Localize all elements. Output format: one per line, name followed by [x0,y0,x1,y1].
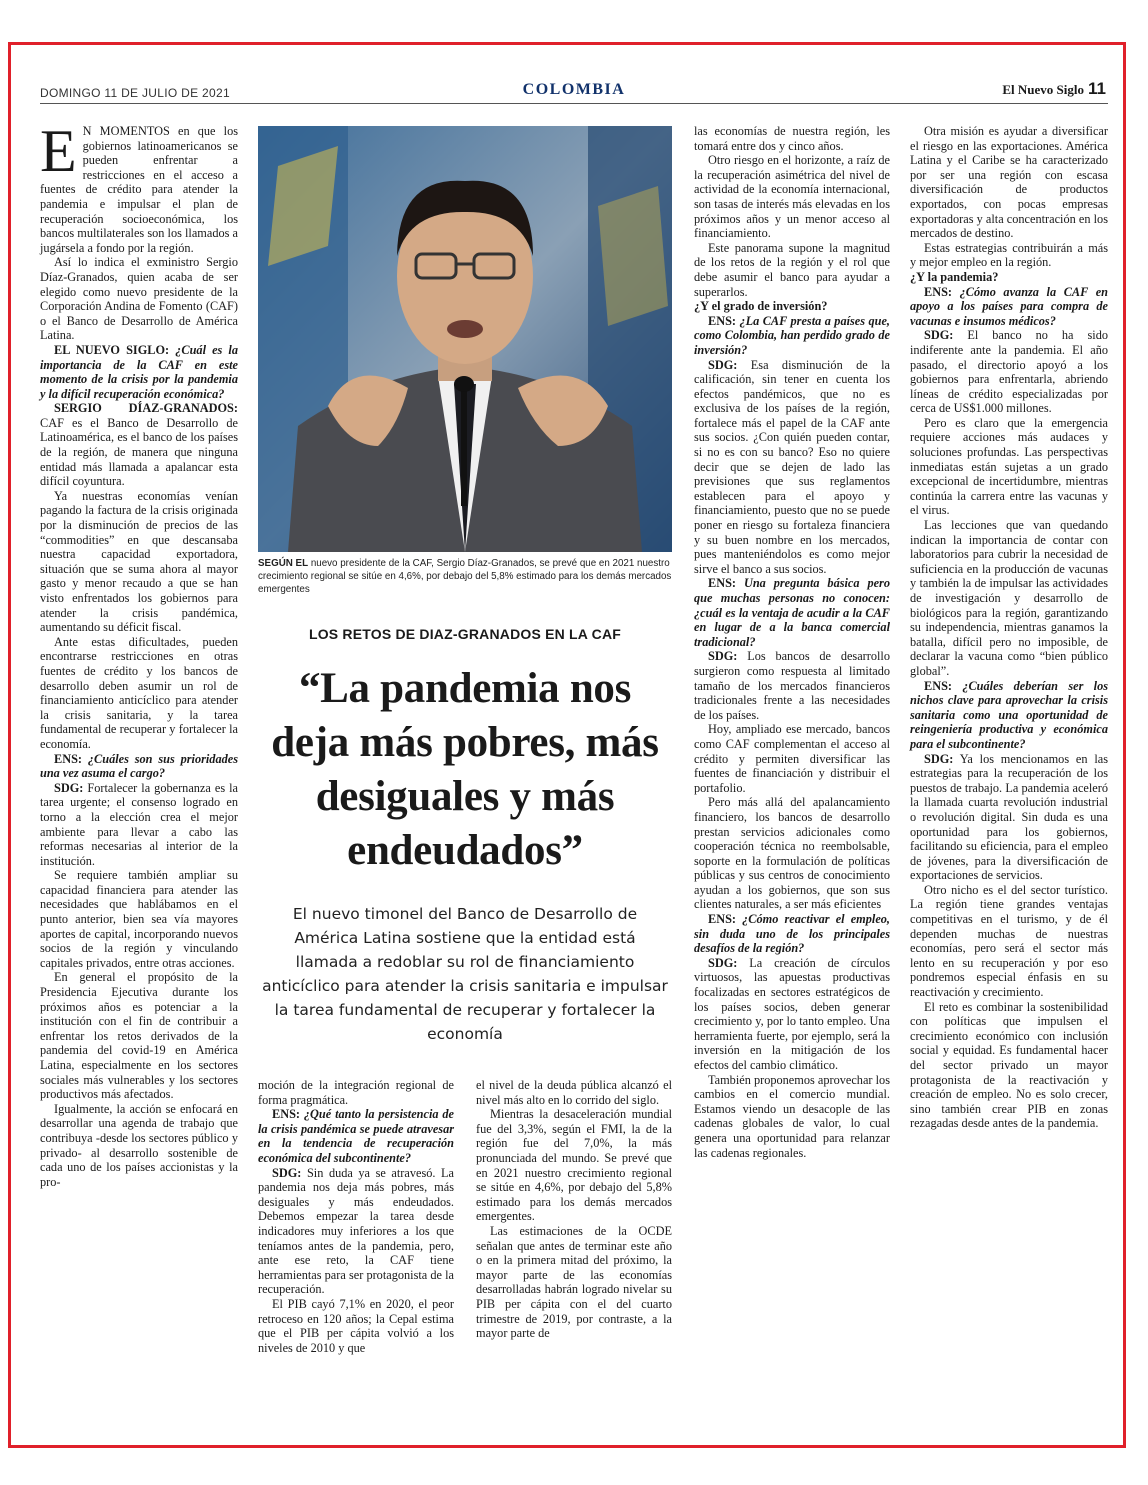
paragraph: El reto es combinar la sostenibilidad con políticas que impulsen el crecimiento económico con inclusión social y equidad. Es fundamental hacer del sector privado un mayor protagonista de la reactivación y creación de empleo. No es solo crecer, sino también crear PIB en zonas rezagadas desde antes de la pandemia. [910,999,1108,1131]
article-column-5 [910,124,1108,1131]
answer: SDG: Esa disminución de la calificación, sin tener en cuenta los efectos pandémicos, que no es exclusiva de los países de la región, fortalece más el papel de la CAF ante sus socios. ¿Con quién pueden contar, si no es con su banco? Eso no quiere decir que se dejen de lado las previsiones que sus reglamentos establecen para el apoyo y financiamiento, puesto que no se puede poner en riesgo su fortaleza financiera y su buen nombre en los mercados, pues manteniéndolos es como mejor sirve el banco a sus socios. [694,357,890,576]
section-name: COLOMBIA [522,81,626,98]
question: ENS: ¿Cuáles son sus prioridades una vez asuma el cargo? [40,751,238,781]
article-column-3 [476,1078,672,1341]
drop-cap: E [40,118,77,184]
paragraph: Igualmente, la acción se enfocará en desarrollar una agenda de trabajo que contribuya -desde los sectores público y privado- al desarrollo sostenible de cada uno de los países accionistas y la pro- [40,1101,238,1189]
paragraph: el nivel de la deuda pública alcanzó el nivel más alto en lo corrido del siglo. [476,1078,672,1107]
paragraph: Ante estas dificultades, pueden encontrarse restricciones en otras fuentes de crédito y los bancos de desarrollo deben asumir un rol de financiamiento anticíclico para atender la crisis sanitaria, y la tarea fundamental de recuperar y fortalecer la economía. [40,634,238,751]
question: ENS: ¿La CAF presta a países que, como Colombia, han perdido grado de inversión? [694,313,891,357]
paragraph: Otro nicho es el del sector turístico. La región tiene grandes ventajas competitivas en el turismo, y de él dependen muchas de nuestras economías, pero será el sector más lento en su recuperación y por eso pondremos especial énfasis en su reactivación y crecimiento. [910,882,1108,1000]
question: ENS: ¿Cómo avanza la CAF en apoyo a los países para compra de vacunas e insumos médicos? [910,284,1108,328]
answer: SDG: La creación de círculos virtuosos, las apuestas productivas focalizadas en sectores estratégicos de los países socios, deben generar crecimiento y, por lo tanto empleo. Una herramienta fuerte, por ejemplo, será la inversión en la mitigación de los efectos del cambio climático. [694,955,890,1072]
portrait-photo [258,126,672,552]
answer: SDG: Fortalecer la gobernanza es la tarea urgente; el consenso logrado en torno a la elección crea el mejor ambiente para llevar a cabo las reformas necesarias al interior de la institución. [40,780,238,868]
article-column-1 [40,118,239,1189]
paragraph: Las estimaciones de la OCDE señalan que antes de terminar este año o en la primera mitad del próximo, la mayor parte de las economías desarrolladas habrán logrado nivelar su PIB per cápita con el del cuarto trimestre de 2019, por contraste, a la mayor parte de [476,1223,672,1341]
article-column-4 [694,124,890,1160]
paragraph: Ya nuestras economías venían pagando la factura de la crisis originada por la disminución de precios de las “commodities” en que descansaba nuestra capacidad exportadora, situación que se suma ahora al mayor gasto y menor recaudo a que se han visto enfrentados los gobiernos para atender la crisis pandémica, aumentando su déficit fiscal. [40,488,238,635]
paragraph: En general el propósito de la Presidencia Ejecutiva durante los próximos años es potenciar a la institución con el fin de contribuir a enfrentar los retos derivados de la pandemia del covid-19 en América Latina, especialmente en los sectores sociales más vulnerables y los sectores productivos más afectados. [40,970,238,1102]
answer: SDG: Ya los mencionamos en las estrategias para la recuperación de los puestos de trabajo. La pandemia aceleró la llamada cuarta revolución industrial o revolución digital. Sin duda es una oportunidad para los gobiernos, facilitando su eficiencia, para el empleo de jóvenes, para la diversificación de exportaciones de servicios. [910,751,1108,883]
paragraph: las economías de nuestra región, les tomará entre dos y cinco años. [694,124,890,153]
paragraph: El PIB cayó 7,1% en 2020, el peor retroceso en 120 años; la Cepal estima que el PIB per cápita volvió a los niveles de 2010 y que [258,1296,454,1355]
paragraph: Otra misión es ayudar a diversificar el riesgo en las exportaciones. América Latina y el Caribe se ha caracterizado por ser una región con escasa diversificación de productos exportados, con pocas empresas exportadoras y alta concentración en los mercados de destino. [910,124,1108,241]
paragraph: Mientras la desaceleración mundial fue del 3,3%, según el FMI, la de la región fue del 7,0%, la más pronunciada del mundo. Se prevé que en 2021 nuestro crecimiento regional se sitúe en 4,6%, por debajo del 5,8% estimado para los demás mercados emergentes. [476,1107,672,1224]
paragraph: Así lo indica el exministro Sergio Díaz-Granados, quien acaba de ser elegido como nuevo presidente de la Corporación Andina de Fomento (CAF) o el Banco de Desarrollo de América Latina. [40,255,238,343]
page-number: 11 [1088,79,1106,98]
question: ENS: ¿Cuáles deberían ser los nichos clave para aprovechar la crisis sanitaria como una oportunidad de reingeniería productiva y económica para el subcontinente? [910,678,1108,751]
article-column-2 [258,1078,454,1355]
paragraph: moción de la integración regional de forma pragmática. [258,1078,454,1107]
question: ENS: ¿Cómo reactivar el empleo, sin duda uno de los principales desafíos de la región? [694,912,890,956]
subheading: ¿Y el grado de inversión? [694,299,828,314]
article-deck: El nuevo timonel del Banco de Desarrollo de América Latina sostiene que la entidad está llamada a redoblar su rol de financiamiento anticíclico para atender la crisis sanitaria e impulsar la tarea fundamental de recuperar y fortalecer la economía [262,905,668,1043]
paragraph: Otro riesgo en el horizonte, a raíz de la recuperación asimétrica del nivel de actividad de la economía internacional, son tasas de interés más elevadas en los próximos años y un menor acceso al financiamiento. [694,153,890,241]
paragraph: Se requiere también ampliar su capacidad financiera para atender las necesidades que hablábamos en el punto anterior, bien sea vía mayores aportes de capital, incorporando nuevos socios de la región y vinculando capitales privados, entre otras acciones. [40,868,238,970]
speaker-illustration [258,126,672,552]
article-headline: “La pandemia nos deja más pobres, más desiguales y más endeudados” [271,665,659,874]
issue-date: DOMINGO 11 DE JULIO DE 2021 [40,86,230,100]
photo-caption: SEGÚN EL nuevo presidente de la CAF, Sergio Díaz-Granados, se prevé que en 2021 nuestro crecimiento regional se sitúe en 4,6%, por debajo del 5,8% estimado para los demás mercados emergentes [258,558,672,595]
answer: SERGIO DÍAZ-GRANADOS: CAF es el Banco de Desarrollo de Latinoamérica, es el banco de los países de la región, de manera que ninguna entidad más llamada a apalancar esta difícil coyuntura. [40,401,238,489]
subheading: ¿Y la pandemia? [910,269,999,284]
question: ENS: Una pregunta básica pero que muchas personas no conocen: ¿cuál es la ventaja de acudir a la CAF en lugar de a la banca comercial tradicional? [694,576,890,649]
answer: SDG: Sin duda ya se atravesó. La pandemia nos deja más pobres, más desiguales y más endeudados. Debemos empezar la tarea desde indicadores muy inferiores a los que teníamos antes de la pandemia, pero, ante ese reto, la CAF tiene herramientas para ser protagonista de la recuperación. [258,1165,454,1297]
paragraph: También proponemos aprovechar los cambios en el comercio mundial. Estamos viendo un desacople de las cadenas globales de valor, lo cual genera una oportunidad para relanzar las cadenas regionales. [694,1072,890,1160]
question: EL NUEVO SIGLO: ¿Cuál es la importancia de la CAF en este momento de la crisis por la pandemia y la difícil recuperación económica? [40,342,238,401]
question: ENS: ¿Qué tanto la persistencia de la crisis pandémica se puede atravesar en la tendencia de recuperación económica del subcontinente? [258,1107,454,1165]
paragraph: Estas estrategias contribuirán a más y mejor empleo en la región. [910,240,1108,270]
paragraph: Pero más allá del apalancamiento financiero, los bancos de desarrollo prestan servicios adicionales como cooperación técnica no reembolsable, soporte en la formulación de políticas públicas y sus centros de conocimiento ayudan a los gobiernos, que son sus clientes naturales, a ser más eficientes [694,795,890,912]
answer: SDG: Los bancos de desarrollo surgieron como respuesta al limitado tamaño de los mercados financieros tradicionales frente a las necesidades de los países. [694,649,890,722]
newspaper-name: El Nuevo Siglo [1002,82,1084,97]
lead-paragraph: E N MOMENTOS en que los gobiernos latinoamericanos se pueden enfrentar a restricciones en el acceso a fuentes de crédito para atender la pandemia e impulsar el plan de recuperación socioeconómica, los bancos multilaterales son los llamados a jugársela a fondo por la región. [40,118,239,255]
article-kicker: LOS RETOS DE DIAZ-GRANADOS EN LA CAF [308,626,622,642]
paragraph: Hoy, ampliado ese mercado, bancos como CAF complementan el acceso al crédito y permiten diversificar las fuentes de financiación y distribuir el portafolio. [694,722,890,795]
paragraph: Pero es claro que la emergencia requiere acciones más audaces y soluciones profundas. Las perspectivas inmediatas están sujetas a un grado excepcional de incertidumbre, mientras continúa la carrera entre las vacunas y el virus. [910,415,1108,518]
paragraph: Este panorama supone la magnitud de los retos de la región y el rol que debe asumir el banco para ayudar a superarlos. [694,240,890,299]
paragraph: Las lecciones que van quedando indican la importancia de contar con laboratorios para cubrir la necesidad de suficiencia en la producción de vacunas y también la de impulsar las actividades de investigación y desarrollo de biológicos para la región, garantizando su independencia, mientras ganamos la batalla, difícil pero no imposible, de declarar la vacuna como “bien público global”. [910,518,1108,678]
answer: SDG: El banco no ha sido indiferente ante la pandemia. El año pasado, el directorio apoyó a los gobiernos para enfrentarla, abriendo líneas de crédito especializadas por cerca de US$1.000 millones. [910,328,1108,416]
header-rule [40,103,1108,104]
